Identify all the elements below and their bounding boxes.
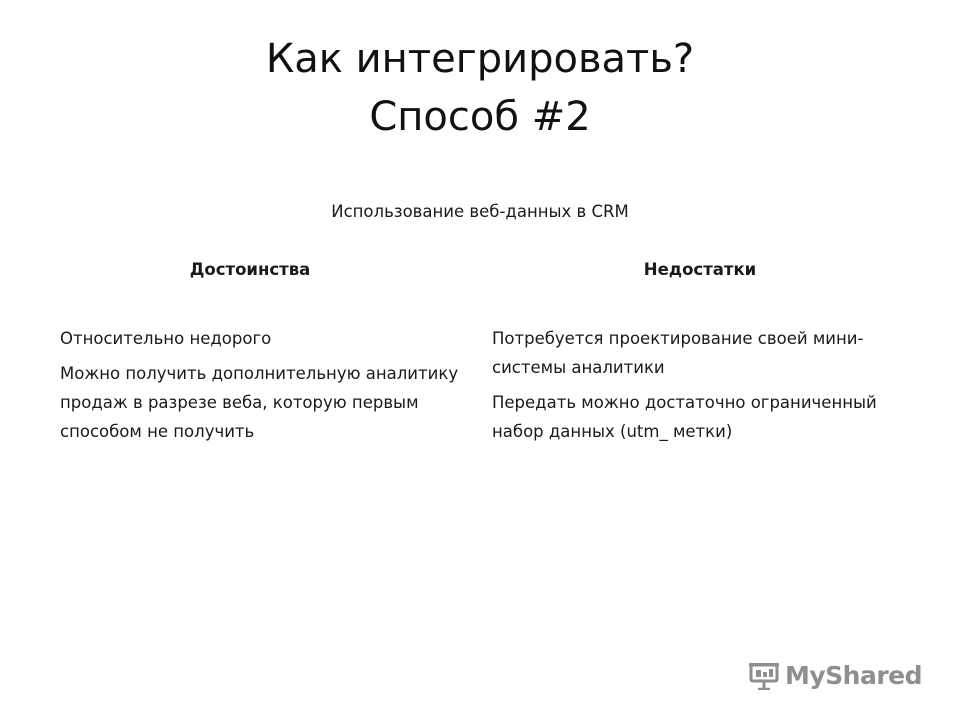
pros-heading: Достоинства bbox=[189, 260, 311, 279]
cons-item: Потребуется проектирование своей мини-системы аналитики bbox=[492, 329, 864, 377]
slide-title-line-1: Как интегрировать? bbox=[265, 36, 695, 82]
cons-item: Передать можно достаточно ограниченный набор данных (utm_ метки) bbox=[492, 393, 877, 441]
cons-heading: Недостатки bbox=[643, 260, 757, 279]
slide-title-line-2: Способ #2 bbox=[369, 94, 591, 140]
slide-subtitle: Использование веб-данных в CRM bbox=[331, 202, 629, 221]
pros-item: Можно получить дополнительную аналитику продаж в разрезе веба, которую первым способом не получить bbox=[60, 364, 459, 441]
cons-column bbox=[492, 324, 912, 452]
pros-column bbox=[60, 324, 480, 452]
presentation-board-icon bbox=[749, 662, 779, 690]
pros-item: Относительно недорого bbox=[60, 329, 272, 348]
slide-title bbox=[0, 30, 960, 146]
myshared-logo bbox=[749, 661, 922, 690]
logo-text: MyShared bbox=[784, 661, 922, 690]
